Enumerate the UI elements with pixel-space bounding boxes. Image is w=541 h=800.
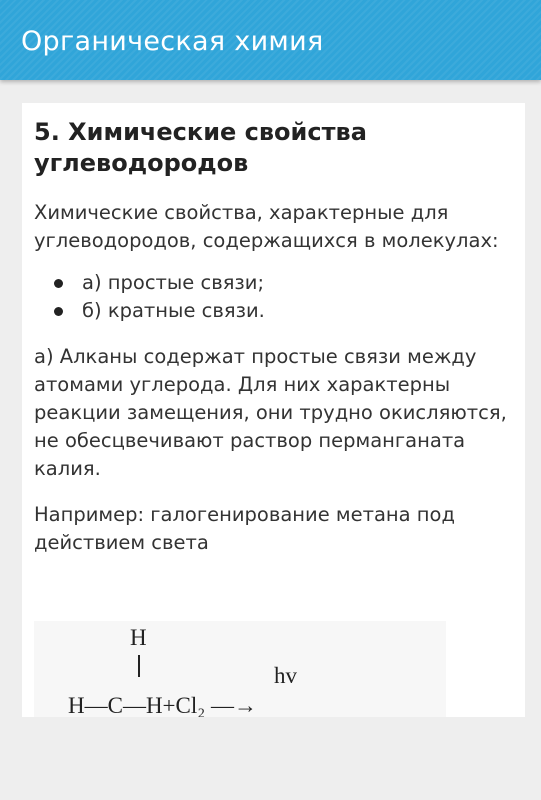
list-item-text: а) простые связи; [82, 271, 265, 294]
bond-types-list [34, 269, 510, 325]
formula-light-label: hv [274, 663, 297, 688]
list-item-text: б) кратные связи. [82, 299, 265, 322]
section-heading: 5. Химические свойства углеводородов [34, 118, 367, 177]
intro-paragraph: Химические свойства, характерные для углеводородов, содержащихся в молекулах: [34, 201, 499, 252]
bullet-icon [54, 307, 63, 316]
example-paragraph: Например: галогенирование метана под действием света [34, 503, 455, 554]
app-bar [0, 0, 541, 80]
content-card [22, 103, 525, 717]
list-item [34, 269, 510, 297]
reaction-formula-image [34, 621, 446, 717]
app-title: Органическая химия [21, 26, 324, 57]
alkanes-paragraph: а) Алканы содержат простые связи между атомами углерода. Для них характерны реакции замещения, они трудно окисляются, не обесцвечивают раствор перманганата калия. [34, 345, 507, 480]
formula-bond-line [138, 655, 140, 677]
formula-main-line: H—C—H+Cl₂ —→ [68, 693, 258, 717]
article-content [34, 117, 510, 557]
formula-top-hydrogen: H [130, 625, 147, 650]
bullet-icon [54, 279, 63, 288]
list-item [34, 297, 510, 325]
